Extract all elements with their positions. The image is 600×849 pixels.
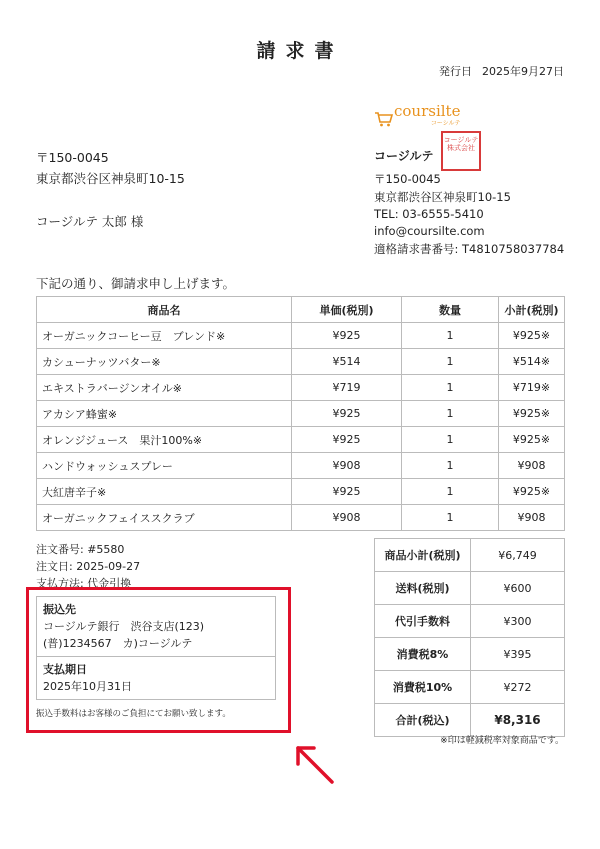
table-row bbox=[37, 323, 565, 349]
grand-total-value: ¥8,316 bbox=[471, 704, 565, 737]
company-invoice-reg: 適格請求書番号: T4810758037784 bbox=[374, 242, 565, 256]
item-price: ¥925 bbox=[292, 323, 402, 349]
item-name: カシューナッツバター※ bbox=[37, 349, 292, 375]
grand-total-row bbox=[375, 704, 565, 737]
item-name: オーガニックフェイススクラブ bbox=[37, 505, 292, 531]
company-tel: TEL: 03-6555-5410 bbox=[374, 207, 484, 221]
item-qty: 1 bbox=[402, 323, 499, 349]
issue-date bbox=[439, 63, 564, 79]
company-email: info@coursilte.com bbox=[374, 224, 485, 238]
bank-line-1: コージルテ銀行 渋谷支店(123) bbox=[43, 620, 205, 633]
item-name: アカシア蜂蜜※ bbox=[37, 401, 292, 427]
item-subtotal: ¥925※ bbox=[499, 323, 565, 349]
header-unit-price: 単価(税別) bbox=[292, 297, 402, 323]
totals-row bbox=[375, 605, 565, 638]
table-row bbox=[37, 453, 565, 479]
item-qty: 1 bbox=[402, 375, 499, 401]
item-subtotal: ¥925※ bbox=[499, 427, 565, 453]
invoice-title: 請求書 bbox=[256, 40, 344, 62]
item-qty: 1 bbox=[402, 401, 499, 427]
company-seal-stamp: コージルテ株式会社 bbox=[441, 131, 481, 171]
issue-date-label: 発行日 bbox=[439, 65, 472, 78]
annotation-arrow-icon bbox=[290, 740, 340, 790]
item-subtotal: ¥908 bbox=[499, 453, 565, 479]
total-label: 消費税8% bbox=[375, 638, 471, 671]
total-value: ¥395 bbox=[471, 638, 565, 671]
item-subtotal: ¥908 bbox=[499, 505, 565, 531]
item-name: 大紅唐辛子※ bbox=[37, 479, 292, 505]
reduced-tax-note: ※印は軽減税率対象商品です。 bbox=[440, 736, 564, 746]
item-qty: 1 bbox=[402, 453, 499, 479]
totals-row bbox=[375, 572, 565, 605]
total-value: ¥600 bbox=[471, 572, 565, 605]
greeting-text: 下記の通り、御請求申し上げます。 bbox=[36, 276, 236, 291]
total-label: 送料(税別) bbox=[375, 572, 471, 605]
item-qty: 1 bbox=[402, 505, 499, 531]
due-date-label: 支払期日 bbox=[43, 663, 87, 676]
total-label: 商品小計(税別) bbox=[375, 539, 471, 572]
order-number: 注文番号: #5580 bbox=[36, 543, 125, 556]
header-quantity: 数量 bbox=[402, 297, 499, 323]
items-header-row bbox=[37, 297, 565, 323]
item-price: ¥908 bbox=[292, 453, 402, 479]
header-product-name: 商品名 bbox=[37, 297, 292, 323]
table-row bbox=[37, 479, 565, 505]
item-name: ハンドウォッシュスプレー bbox=[37, 453, 292, 479]
customer-postal: 〒150-0045 bbox=[36, 150, 109, 165]
table-row bbox=[37, 349, 565, 375]
totals-row bbox=[375, 638, 565, 671]
total-value: ¥300 bbox=[471, 605, 565, 638]
item-subtotal: ¥925※ bbox=[499, 479, 565, 505]
totals-row bbox=[375, 671, 565, 704]
item-qty: 1 bbox=[402, 349, 499, 375]
item-price: ¥925 bbox=[292, 479, 402, 505]
highlight-box bbox=[26, 587, 291, 733]
bank-line-2: (普)1234567 カ)コージルテ bbox=[43, 637, 193, 650]
company-address: 東京都渋谷区神泉町10-15 bbox=[374, 190, 511, 204]
total-value: ¥6,749 bbox=[471, 539, 565, 572]
item-subtotal: ¥925※ bbox=[499, 401, 565, 427]
order-date: 注文日: 2025-09-27 bbox=[36, 560, 141, 573]
company-postal: 〒150-0045 bbox=[374, 172, 441, 186]
item-price: ¥925 bbox=[292, 401, 402, 427]
item-price: ¥908 bbox=[292, 505, 402, 531]
total-label: 消費税10% bbox=[375, 671, 471, 704]
bank-label: 振込先 bbox=[43, 603, 76, 616]
transfer-fee-note: 振込手数料はお客様のご負担にてお願い致します。 bbox=[36, 709, 231, 719]
item-price: ¥925 bbox=[292, 427, 402, 453]
header-subtotal: 小計(税別) bbox=[499, 297, 565, 323]
total-value: ¥272 bbox=[471, 671, 565, 704]
item-qty: 1 bbox=[402, 479, 499, 505]
item-qty: 1 bbox=[402, 427, 499, 453]
table-row bbox=[37, 427, 565, 453]
payment-method: 支払方法: 代金引換 bbox=[36, 577, 132, 590]
item-subtotal: ¥719※ bbox=[499, 375, 565, 401]
customer-address: 東京都渋谷区神泉町10-15 bbox=[36, 171, 185, 186]
item-price: ¥719 bbox=[292, 375, 402, 401]
table-row bbox=[37, 505, 565, 531]
item-name: エキストラバージンオイル※ bbox=[37, 375, 292, 401]
shopping-cart-icon bbox=[374, 111, 394, 127]
table-row bbox=[37, 401, 565, 427]
issue-date-value: 2025年9月27日 bbox=[482, 65, 564, 78]
company-logo bbox=[374, 104, 460, 127]
customer-name: コージルテ 太郎 様 bbox=[36, 214, 144, 229]
item-subtotal: ¥514※ bbox=[499, 349, 565, 375]
logo-subtext: コーシルテ bbox=[430, 120, 461, 127]
grand-total-label: 合計(税込) bbox=[375, 704, 471, 737]
items-table bbox=[36, 296, 565, 531]
company-name: コージルテ bbox=[374, 149, 434, 163]
totals-table bbox=[374, 538, 565, 737]
totals-row bbox=[375, 539, 565, 572]
total-label: 代引手数料 bbox=[375, 605, 471, 638]
due-date-value: 2025年10月31日 bbox=[43, 680, 132, 693]
item-price: ¥514 bbox=[292, 349, 402, 375]
item-name: オーガニックコーヒー豆 ブレンド※ bbox=[37, 323, 292, 349]
item-name: オレンジジュース 果汁100%※ bbox=[37, 427, 292, 453]
table-row bbox=[37, 375, 565, 401]
logo-text: coursilte bbox=[394, 102, 461, 120]
